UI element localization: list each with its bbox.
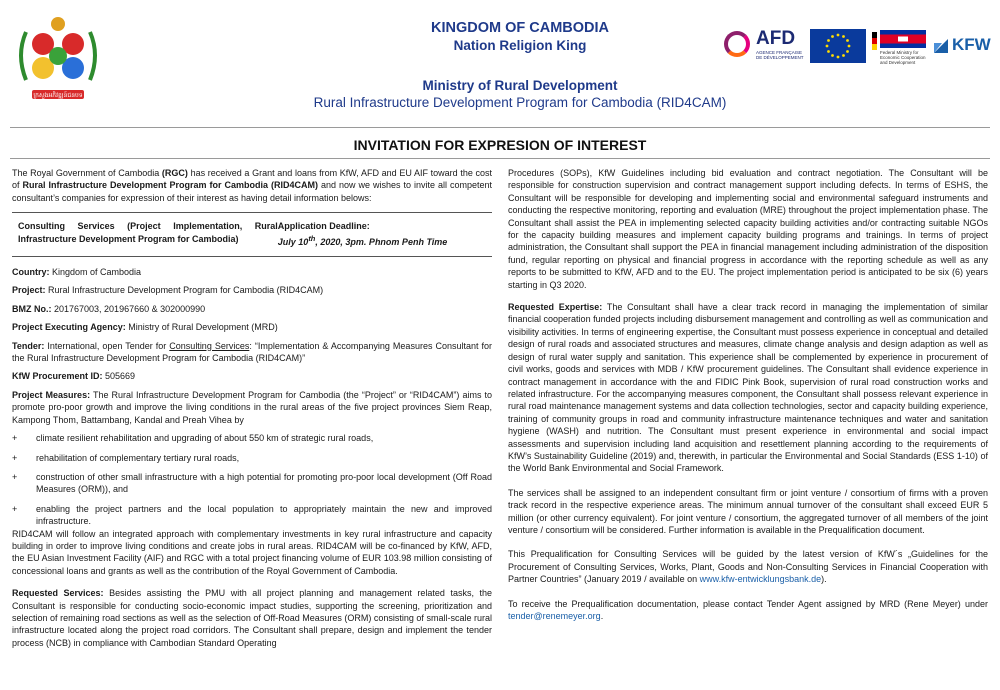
partner-logos (722, 28, 990, 64)
cambodia-flag-icon (880, 30, 926, 48)
title-rule-bottom (10, 158, 990, 159)
intro-paragraph: The Royal Government of Cambodia (RGC) has received a Grant and loans from KfW, AFD and EU AIF toward the cost of Rural Infrastructure Development Program for Cambodia (RID4CAM) and now we wishes to invite all competent consultant’s companies for expression of their interest as having detail information belows: (12, 168, 493, 203)
eu-flag-icon (810, 29, 866, 63)
requested-services-paragraph: Requested Services: Besides assisting the PMU with all project planning and management related tasks, the Consultant is responsible for conducting socio-economic impact studies, supporting the screening, prioritization and selection of remaining road sections as well as the selection of Off-Road Measures (ORM) consisting of small-scale rural infrastructure located along the project road corridors. The Consultant shall prepare, design and implement the tender process (NCB) in compliance with Cambodian Standard Operating (12, 588, 492, 648)
list-item: + construction of other small infrastructure with a high potential for promoting pro-poor local development (Off Road Measures (ORM)), and (12, 471, 492, 495)
german-flag-icon (872, 32, 877, 50)
afd-logo (722, 28, 804, 64)
continuation-paragraph: Procedures (SOPs), KfW Guidelines including bid evaluation and contract negotiation. The Consultant will be responsible for construction supervision and contract management support including defects. In terms of ESHS, the Consultant will be responsible for developing and implementing social and environmental safeguard instruments and conducting the respective monitoring, reporting and evaluation (MRE) throughout the project implementation phase. The Consultant shall assist the PEA in implementing selected capacity building activities and/or contracting suitable NGOs for the capacity building measures and implement capacity building programs and trainings. In terms of project administration, the Consultant shall support the PEA in financial management including administration of the disposition fund, regular reporting on physical and financial progress in accordance with the reporting schedule as well as any reports to be submitted to KfW, AFD and to the EU. The project implementation period is anticipated to be six (6) years starting in Q3 2020. (508, 168, 988, 290)
kingdom-title: KINGDOM OF CAMBODIA (430, 20, 609, 36)
list-item: + rehabilitation of complementary tertiary rural roads, (12, 452, 240, 463)
document-header (0, 0, 1000, 130)
bmz-text: Federal Ministry for Economic Cooperation and Development (880, 50, 926, 65)
agency-line: Project Executing Agency: Ministry of Rural Development (MRD) (12, 322, 278, 333)
kfw-mark-icon (932, 37, 950, 55)
requested-expertise-paragraph: Requested Expertise: The Consultant shall have a clear track record in managing the implementation of similar financial cooperation funded projects including disbursement management and controlling as well as communication and visibility activities. In terms of engineering expertise, the Consultant must possess experience in conceptual and detailed design of rural roads and associated structures and measures, climate change analysis and design adaption as well as design of rural water supply and sanitation. This experience shall be complemented by experience in procurement of civil works, goods and services with MDB / KfW procurement guidelines. The Consultant shall evidence experience in contract management in accordance with the and FIDIC Pink Book, supervision of rural road construction works and related infrastructure. For the accompanying measures component, the Consultant shall possess relevant experience in rural road maintenance management systems and data collection technologies, sector and capacity building experience, training of community groups in road and community infrastructure maintenance techniques and water and sanitation hygiene (WASH) and nutrition. The Consultant must present experience in environmental and social impact assessments and supervision including land acquisition and resettlement planning according to the requirements of KfW’s Sustainability Guideline (2019) and, therewith, in particular the Environmental and Social Standards (ESS 1-10) of the World Bank Environmental and Social Framework. (508, 302, 988, 474)
left-column (12, 167, 492, 655)
afd-ring-icon (724, 31, 750, 57)
header-text (250, 20, 790, 111)
kfw-wordmark: KFW (952, 35, 991, 54)
kfw-id-line: KfW Procurement ID: 505669 (12, 371, 136, 382)
rid4cam-paragraph: RID4CAM will follow an integrated approach with complementary investments in key rural infrastructure and capacity building in order to improve living conditions and create jobs in rural areas. RID4CAM will be co-financed by KfW, AFD, the EU Asian Investment Facility (AIF) and RGC with a total project financing volume of EUR 103.98 million consisting of concessional loans and grants as well as the contribution of the Royal Government of Cambodia. (12, 528, 492, 576)
tender-paragraph: Tender: International, open Tender for Consulting Services: “Implementation & Accompanying Measures Consultant for the Rural Infrastructure Development Program for Cambodia (RID4CAM)” (12, 340, 492, 364)
ministry-name: Ministry of Rural Development (422, 78, 618, 93)
contact-paragraph: To receive the Prequalification documentation, please contact Tender Agent assigned by MRD (Rene Meyer) under tender@renemeyer.org. (508, 598, 988, 621)
summary-box (12, 212, 492, 257)
emblem-caption: ក្រសួងអភិវឌ្ឍន៍ជនបទ (33, 92, 83, 99)
assignment-paragraph: The services shall be assigned to an independent consultant firm or joint venture / consortium of firms with a proven track record in the respective experience areas. The minimum annual turnover of the consultant shall exceed EUR 5 million (or other currency equivalent). For joint venture / consortium, the aggregated turnover of all members of the joint venture / consortium will be considered. Further information is available in the Prequalification document. (508, 487, 988, 535)
kfw-website-link[interactable]: www.kfw-entwicklungsbank.de (699, 574, 822, 585)
project-line: Project: Rural Infrastructure Development Program for Cambodia (RID4CAM) (12, 285, 324, 296)
measures-list (12, 432, 492, 527)
services-summary: Consulting Services (Project Implementation, Rural Infrastructure Development Program for Cambodia) (18, 221, 278, 244)
afd-subtitle: AGENCE FRANÇAISE DE DÉVELOPPEMENT (756, 50, 804, 60)
bmz-logo (872, 28, 928, 64)
right-column (508, 167, 988, 628)
guidelines-paragraph: This Prequalification for Consulting Services will be guided by the latest version of KfW´s „Guidelines for the Procurement of Consulting Services, Works, Plant, Goods and Non-Consulting Services in Financial Cooperation with Partner Countries” (January 2019 / available on www.kfw-entwicklungsbank.de). (508, 549, 988, 585)
program-name: Rural Infrastructure Development Program for Cambodia (RID4CAM) (313, 95, 727, 110)
title-rule-top (10, 127, 990, 128)
national-motto: Nation Religion King (453, 38, 587, 53)
bmz-line: BMZ No.: 201767003, 201967660 & 302000990 (12, 303, 206, 314)
list-item: + climate resilient rehabilitation and upgrading of about 550 km of strategic rural roads, (12, 433, 374, 444)
list-item: + enabling the project partners and the local population to appropriately maintain the new and improved infrastructure. (12, 503, 492, 527)
afd-wordmark: AFD (756, 28, 796, 49)
kfw-logo (930, 32, 990, 60)
measures-paragraph: Project Measures: The Rural Infrastructure Development Program for Cambodia (the “Project” or “RID4CAM”) aims to promote pro-poor growth and improve the living conditions in the rural areas of the five project provinces Siem Reap, Kampong Thom, Battambang, Kandal and Preah Vihea by (12, 389, 492, 425)
ministry-emblem (12, 10, 104, 114)
page-title: INVITATION FOR EXPRESION OF INTEREST (353, 137, 647, 153)
deadline-summary: Application Deadline: July 10th, 2020, 3pm. Phnom Penh Time (277, 221, 448, 247)
country-line: Country: Kingdom of Cambodia (12, 267, 142, 278)
tender-email-link[interactable]: tender@renemeyer.org (508, 611, 601, 621)
